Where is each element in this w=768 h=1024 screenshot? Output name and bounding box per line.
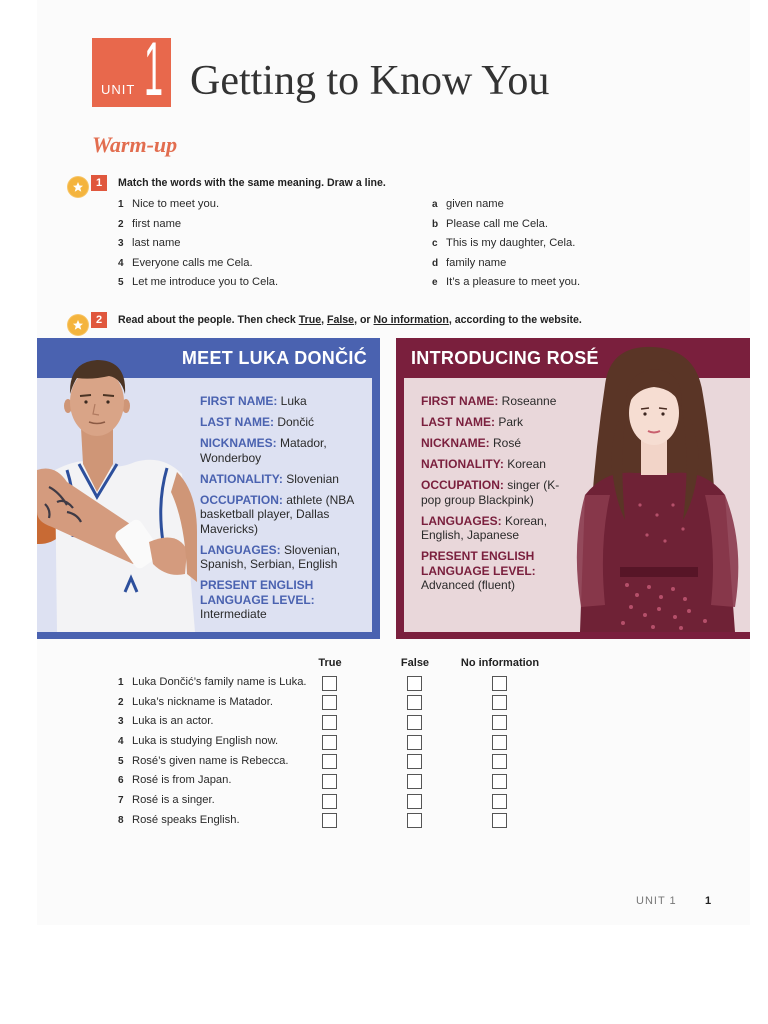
checkbox-false[interactable]: [407, 735, 422, 750]
luka-profile-card: [37, 338, 380, 639]
profile-field-occupation: [421, 478, 573, 507]
phrase-item[interactable]: [118, 215, 278, 235]
field-label: FIRST NAME:: [421, 394, 499, 408]
field-value: Roseanne: [501, 394, 557, 408]
item-number: 8: [118, 814, 124, 826]
profile-field-nationality: [421, 457, 573, 472]
field-value: Park: [498, 415, 524, 429]
checkbox-true[interactable]: [322, 676, 337, 691]
card-header: INTRODUCING ROSÉ: [411, 348, 599, 368]
unit-label: UNIT: [101, 82, 136, 97]
match-item[interactable]: [432, 195, 580, 215]
checkbox-false[interactable]: [407, 754, 422, 769]
item-text: It’s a pleasure to meet you.: [446, 276, 581, 289]
instruction-text: Read about the people. Then check: [118, 314, 299, 326]
item-text: given name: [446, 198, 504, 210]
statement-row: [118, 673, 538, 693]
checkbox-true[interactable]: [322, 774, 337, 789]
item-number: 7: [118, 795, 124, 807]
option-no-information-term: No information: [373, 314, 449, 326]
checkbox-true[interactable]: [322, 695, 337, 710]
checkbox-false[interactable]: [407, 794, 422, 809]
statement-list: [118, 673, 538, 831]
match-item[interactable]: [432, 215, 580, 235]
exercise-number-badge: 1: [91, 175, 107, 191]
column-header-true: True: [318, 657, 342, 669]
page-title: Getting to Know You: [190, 58, 550, 104]
luka-profile-fields: [200, 394, 370, 628]
item-number: 1: [118, 199, 124, 210]
profile-field-last-name: [421, 415, 573, 430]
field-label: PRESENT ENGLISH LANGUAGE LEVEL:: [421, 549, 536, 578]
profile-field-english-level: [421, 549, 573, 593]
item-number: 4: [118, 257, 124, 269]
profile-field-languages: [200, 543, 370, 572]
field-value: Rosé: [493, 436, 522, 450]
item-letter: a: [432, 199, 438, 210]
item-text: Nice to meet you.: [132, 198, 220, 210]
statement-text: Rosé speaks English.: [132, 813, 240, 826]
statement-text: Luka’s nickname is Matador.: [132, 695, 273, 708]
item-number: 3: [118, 238, 124, 250]
statement-text: Rosé is from Japan.: [132, 774, 232, 787]
unit-number: 1: [144, 38, 164, 107]
statement-text: Rosé’s given name is Rebecca.: [132, 754, 289, 767]
statement-row: [118, 791, 538, 811]
footer-unit-label: UNIT 1: [636, 895, 677, 907]
checkbox-no-information[interactable]: [492, 813, 507, 828]
item-number: 4: [118, 736, 124, 748]
checkbox-no-information[interactable]: [492, 754, 507, 769]
field-label: PRESENT ENGLISH LANGUAGE LEVEL:: [200, 578, 315, 607]
field-label: OCCUPATION:: [421, 478, 504, 492]
field-label: NATIONALITY:: [421, 457, 504, 471]
statement-row: [118, 811, 538, 831]
exercise-number-badge: 2: [91, 312, 107, 328]
item-text: family name: [446, 256, 507, 269]
profile-field-occupation: [200, 493, 370, 537]
column-header-false: False: [400, 657, 430, 669]
profile-field-languages: [421, 514, 573, 543]
star-icon: [68, 177, 88, 197]
match-item[interactable]: [432, 254, 580, 274]
statement-text: Luka Dončić’s family name is Luka.: [132, 676, 307, 688]
checkbox-no-information[interactable]: [492, 774, 507, 789]
option-true-term: True: [298, 314, 322, 326]
checkbox-false[interactable]: [407, 715, 422, 730]
checkbox-no-information[interactable]: [492, 715, 507, 730]
profile-field-nicknames: [200, 436, 370, 465]
item-number: 2: [118, 218, 124, 230]
phrase-item[interactable]: [118, 234, 278, 254]
profile-field-nickname: [421, 436, 573, 451]
instruction-separator: ,: [321, 314, 327, 326]
field-label: LAST NAME:: [200, 415, 274, 429]
item-number: 5: [118, 277, 124, 289]
field-label: NICKNAME:: [421, 436, 490, 450]
phrase-item[interactable]: [118, 195, 278, 215]
item-number: 1: [118, 677, 124, 688]
card-header: MEET LUKA DONČIĆ: [181, 348, 367, 368]
item-text: Let me introduce you to Cela.: [132, 276, 279, 289]
field-value: Korean, English, Japanese: [421, 513, 548, 542]
statement-text: Rosé is a singer.: [132, 794, 215, 807]
item-text: last name: [132, 237, 181, 250]
match-list: [432, 195, 580, 293]
checkbox-no-information[interactable]: [492, 794, 507, 809]
field-label: OCCUPATION:: [200, 492, 283, 507]
match-item[interactable]: [432, 234, 580, 254]
field-label: LANGUAGES:: [421, 513, 502, 528]
item-text: Everyone calls me Cela.: [132, 256, 253, 269]
field-value: Luka: [280, 394, 307, 408]
checkbox-false[interactable]: [407, 774, 422, 789]
item-text: Please call me Cela.: [446, 217, 548, 230]
phrase-list: [118, 195, 278, 293]
instruction-separator: , or: [354, 314, 374, 326]
statement-row: [118, 732, 538, 752]
statement-row: [118, 752, 538, 772]
item-letter: d: [432, 257, 439, 269]
profile-field-first-name: [200, 394, 370, 409]
luka-photo: [37, 352, 197, 632]
rose-profile-fields: [421, 394, 573, 599]
checkbox-no-information[interactable]: [492, 695, 507, 710]
field-value: Matador, Wonderboy: [200, 436, 327, 465]
profile-field-last-name: [200, 415, 370, 430]
statement-row: [118, 693, 538, 713]
item-letter: b: [432, 218, 439, 230]
checkbox-no-information[interactable]: [492, 676, 507, 691]
statement-text: Luka is studying English now.: [132, 735, 279, 748]
profile-field-nationality: [200, 472, 370, 487]
star-icon: [68, 315, 88, 335]
item-number: 6: [118, 775, 124, 787]
field-label: FIRST NAME:: [200, 394, 278, 408]
field-value: Slovenian: [286, 471, 339, 486]
field-value: singer (K-pop group Blackpink): [421, 478, 560, 507]
option-false-term: False: [326, 314, 355, 326]
rose-photo: [565, 345, 750, 632]
checkbox-false[interactable]: [407, 695, 422, 710]
item-number: 2: [118, 696, 124, 708]
field-value: athlete (NBA basketball player, Dallas Mavericks): [200, 492, 354, 536]
checkbox-false[interactable]: [407, 813, 422, 828]
field-value: Dončić: [277, 415, 315, 429]
field-value: Intermediate: [200, 607, 267, 621]
profile-field-english-level: [200, 578, 370, 622]
statement-row: [118, 712, 538, 732]
instruction-text: , according to the website.: [448, 314, 582, 326]
page-number: 1: [705, 895, 712, 907]
checkbox-true[interactable]: [322, 813, 337, 828]
unit-badge: [92, 38, 171, 107]
field-label: LANGUAGES:: [200, 542, 281, 557]
item-letter: c: [432, 238, 438, 250]
field-value: Advanced (fluent): [421, 578, 516, 592]
field-label: NATIONALITY:: [200, 471, 283, 486]
section-title: Warm-up: [92, 132, 178, 157]
phrase-item[interactable]: [118, 273, 278, 293]
item-text: first name: [132, 217, 182, 230]
checkbox-false[interactable]: [407, 676, 422, 691]
checkbox-true[interactable]: [322, 715, 337, 730]
checkbox-no-information[interactable]: [492, 735, 507, 750]
field-label: LAST NAME:: [421, 415, 495, 429]
match-item[interactable]: [432, 273, 580, 293]
item-text: This is my daughter, Cela.: [446, 237, 576, 250]
exercise2-instruction: [118, 313, 582, 327]
field-value: Korean: [507, 457, 546, 471]
item-number: 3: [118, 716, 124, 728]
checkbox-true[interactable]: [322, 794, 337, 809]
item-letter: e: [432, 277, 438, 289]
checkbox-true[interactable]: [322, 735, 337, 750]
checkbox-true[interactable]: [322, 754, 337, 769]
item-number: 5: [118, 755, 124, 767]
statement-text: Luka is an actor.: [132, 715, 214, 728]
exercise1-instruction: Match the words with the same meaning. Draw a line.: [118, 177, 386, 189]
column-header-no-information: No information: [460, 657, 540, 669]
field-label: NICKNAMES:: [200, 436, 277, 450]
rose-profile-card: [396, 338, 750, 639]
phrase-item[interactable]: [118, 254, 278, 274]
profile-field-first-name: [421, 394, 573, 409]
field-value: Slovenian, Spanish, Serbian, English: [200, 542, 341, 571]
statement-row: [118, 771, 538, 791]
